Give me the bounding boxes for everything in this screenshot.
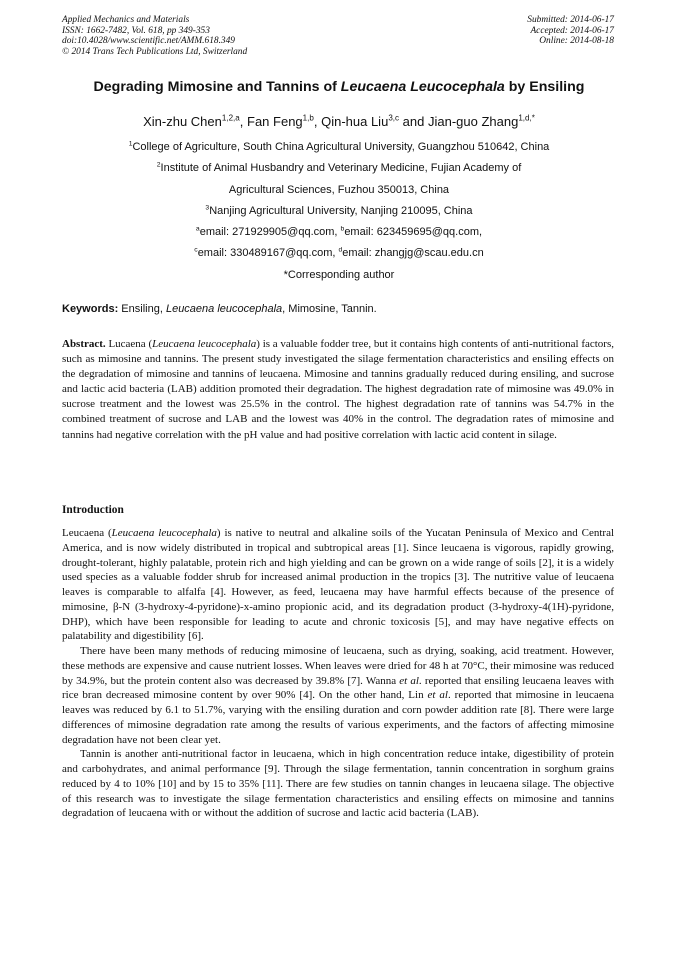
author-list (0, 114, 678, 129)
affiliations (0, 137, 678, 286)
email-d: email: zhangjg@scau.edu.cn (342, 247, 484, 260)
author-affil-sup: 3,c (388, 113, 400, 123)
keywords-text: Ensiling, (118, 303, 166, 315)
affiliation-3 (0, 201, 678, 222)
emails-line-1 (0, 222, 678, 243)
abstract-species: Leucaena leucocephala (152, 338, 257, 350)
affiliation-1 (0, 137, 678, 158)
dates-header (527, 15, 614, 47)
keywords (62, 303, 377, 315)
section-heading-introduction: Introduction (62, 504, 124, 516)
author-separator: , (313, 114, 322, 129)
para-species: Leucaena leucocephala (111, 527, 217, 539)
email-sup: b (340, 225, 345, 233)
author-name: Jian-guo Zhang (427, 114, 519, 129)
email-c: email: 330489167@qq.com, (197, 247, 339, 260)
para-text: . reported that mimosine in leucaena leaves was reduced by 6.1 to 51.7%, varying with the ensiling duration and corn powder addition rate [8]. There were large differences of mimosine degradation rate among the results of various experiments, and the factors of affecting mimosine degradation have not been clear yet. (62, 689, 615, 746)
introduction-body (62, 526, 614, 821)
affil-sup: 2 (156, 161, 161, 169)
title-post: by Ensiling (504, 79, 585, 95)
keywords-text: , Mimosine, Tannin. (282, 303, 377, 315)
online-date: Online: 2014-08-18 (539, 36, 614, 47)
author-separator: , (239, 114, 248, 129)
affil-text: College of Agriculture, South China Agricultural University, Guangzhou 510642, China (132, 141, 550, 153)
email-sup: a (195, 225, 200, 233)
affil-text: Nanjing Agricultural University, Nanjing 210095, China (209, 204, 473, 217)
emails-line-2 (0, 243, 678, 264)
abstract-text: ) is a valuable fodder tree, but it contains high contents of anti-nutritional factors, such as mimosine and tannins. The present study investigated the silage fermentation characteristics and ensiling effects on the degradation of mimosine and tannins of leucaena. Mimosine and tannins gradually reduced during ensiling, and sucrose and lactic acid bacteria (LAB) addition promoted their degradation. The highest degradation rate of mimosine was 49.0% in sucrose treatment and the lowest was 25.5% in the control. The highest degradation rate of tannins was 54.7% in the combined treatment of sucrose and LAB and the lowest was 40% in the control. The degradation rates of mimosine and tannins had negative correlation with the pH value and had positive correlation with lactic acid content in silage. (62, 338, 615, 441)
paragraph (62, 644, 614, 747)
author-affil-sup: 1,b (302, 113, 314, 123)
para-etal: et al (427, 689, 448, 702)
author-separator: and (399, 114, 428, 129)
para-text: ) is native to neutral and alkaline soils of the Yucatan Peninsula of Mexico and Central America, and is now widely distributed in tropical and subtropical areas [1]. Since leucaena is vigorous, rapidly growing, drought-tolerant, highly palatable, protein rich and high yielding and can be grown on a wide range of soils [2], it is a widely used species as a valuable fodder shrub for increased animal production in the tropics [3]. The nutritive value of leucaena leaves is comparable to alfalfa [4]. However, as feed, leucaena may have harmful effects because of the presence of mimosine, β-N (3-hydroxy-4-pyridone)-x-amino propionic acid, and its degradation product (3-hydroxy-4(1H)-pyridone, DHP), which have been responsible for leading to acute and chronic toxicosis [5], and may have negative effects on palatability and digestibility [6]. (62, 527, 615, 643)
para-text: . reported that ensiling leucaena leaves with rice bran decreased mimosine content by over 90% [4]. On the other hand, Lin (62, 674, 615, 702)
abstract-text: Lucaena ( (105, 338, 153, 350)
affiliation-2 (0, 158, 678, 179)
affil-text: Institute of Animal Husbandry and Veterinary Medicine, Fujian Academy of (160, 162, 522, 175)
paper-title (0, 79, 678, 95)
journal-header (62, 15, 247, 57)
author-affil-sup: 1,2,a (221, 113, 240, 123)
paragraph (62, 526, 614, 644)
author-name: Qin-hua Liu (321, 114, 389, 129)
keywords-label: Keywords: (62, 303, 119, 315)
affil-sup: 1 (128, 140, 133, 148)
journal-doi: doi:10.4028/www.scientific.net/AMM.618.349 (62, 36, 235, 47)
accepted-date: Accepted: 2014-06-17 (530, 25, 614, 36)
author-affil-sup: 1,d,* (518, 113, 535, 123)
paragraph: Tannin is another anti-nutritional factor in leucaena, which in high concentration reduce intake, digestibility of protein and carbohydrates, and animal performance [9]. Through the silage fermentation, tannin concentration in sorghum grains reduced by 4 to 10% [10] and by 15 to 35% [11]. There are few studies on tannin changes in leucaena silage. The objective of this research was to investigate the silage fermentation characteristics and ensiling effects on mimosine and tannins degradation of leucaena with or without the addition of sucrose and lactic acid bacteria (LAB). (62, 748, 614, 820)
email-sup: c (194, 246, 198, 254)
journal-issn: ISSN: 1662-7482, Vol. 618, pp 349-353 (62, 25, 210, 36)
corresponding-author: *Corresponding author (283, 268, 395, 281)
title-pre: Degrading Mimosine and Tannins of (93, 79, 341, 95)
affil-sup: 3 (205, 204, 210, 212)
title-species: Leucaena Leucocephala (340, 79, 505, 95)
author-name: Fan Feng (247, 114, 303, 129)
para-text: There have been many methods of reducing mimosine of leucaena, such as drying, soaking, acid treatment. However, these methods are expensive and cause nutrient losses. When leaves were dried for 48 h at 70°C, their mimosine was reduced by 34.9%, but the protein content also was decreased by 39.8% [7]. Wanna (62, 645, 614, 687)
para-text: Leucaena ( (62, 527, 112, 539)
para-etal: et al (399, 674, 419, 687)
email-a: email: 271929905@qq.com, (199, 226, 341, 239)
email-sup: d (338, 246, 343, 254)
journal-name: Applied Mechanics and Materials (62, 15, 190, 25)
abstract-label: Abstract. (62, 338, 106, 350)
email-b: email: 623459695@qq.com, (344, 226, 483, 239)
submitted-date: Submitted: 2014-06-17 (527, 15, 614, 25)
abstract (62, 337, 614, 443)
affiliation-2-cont: Agricultural Sciences, Fuzhou 350013, China (228, 183, 450, 196)
journal-copyright: © 2014 Trans Tech Publications Ltd, Switzerland (62, 46, 248, 57)
author-name: Xin-zhu Chen (143, 114, 222, 129)
keywords-species: Leucaena leucocephala (165, 303, 283, 315)
